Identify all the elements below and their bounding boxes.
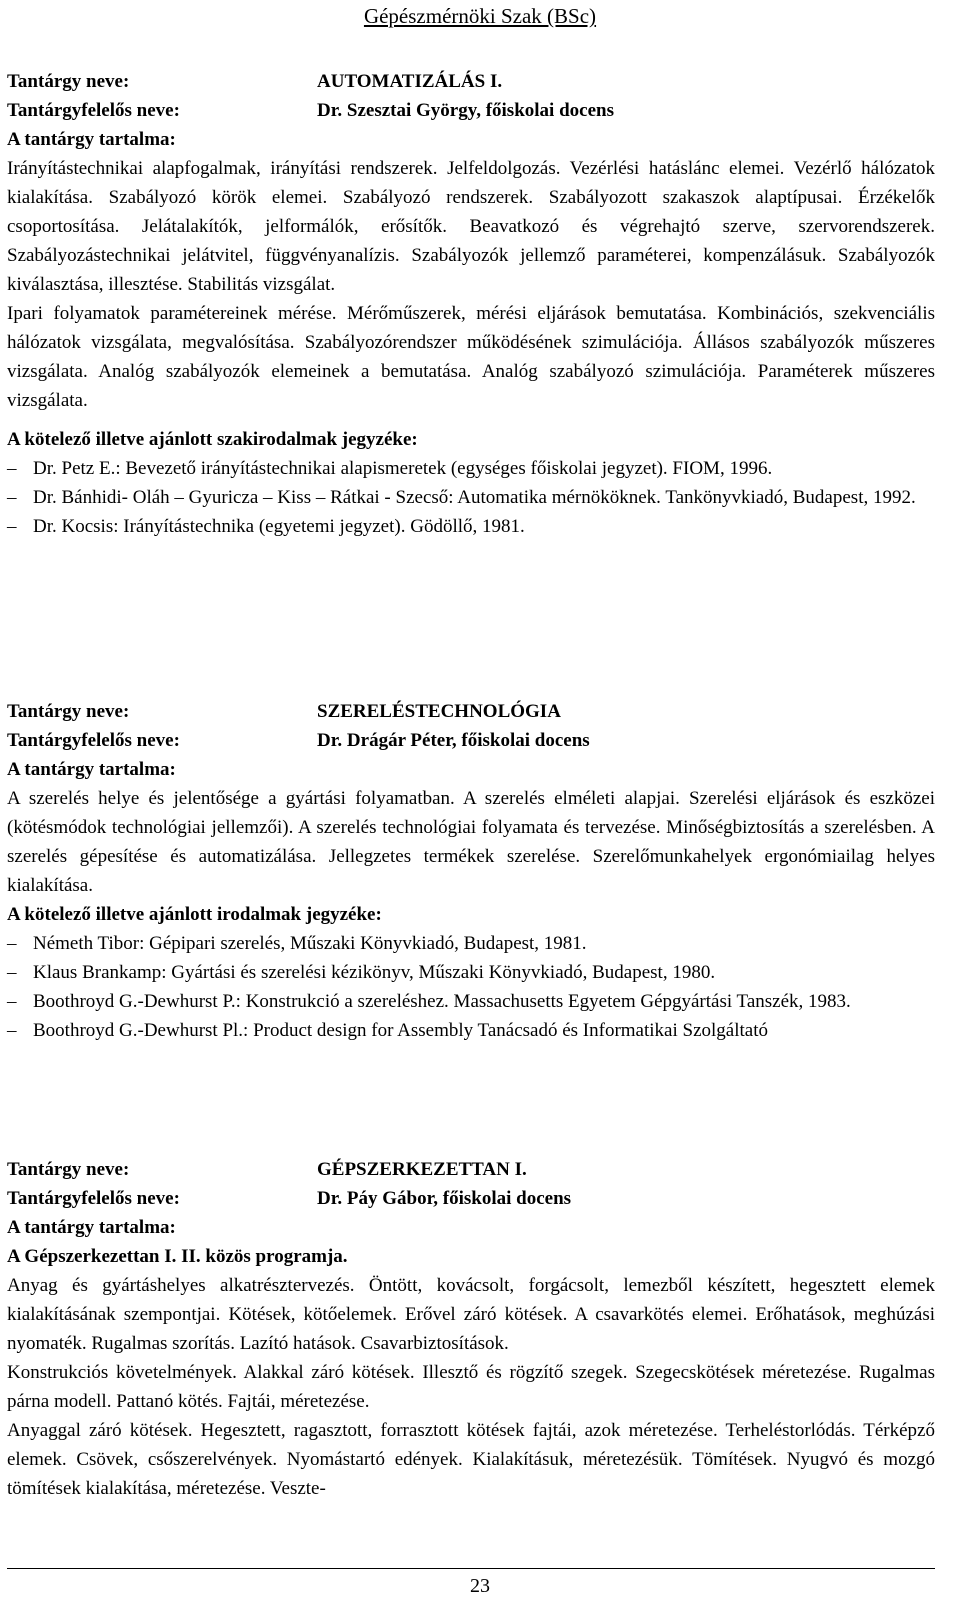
reference-item: – Németh Tibor: Gépipari szerelés, Műszaki Könyvkiadó, Budapest, 1981. bbox=[7, 929, 935, 958]
content-paragraph: Anyag és gyártáshelyes alkatrésztervezés. Öntött, kovácsolt, forgácsolt, lemezből készített, hegesztett elemek kialakításának szempontjai. Kötések, kötőelemek. Erővel záró kötések. A csavarkötés elemei. Erőhatások, meghúzási nyomaték. Rugalmas szorítás. Lazító hatások. Csavarbiztosítások. bbox=[7, 1275, 935, 1354]
responsible-row bbox=[7, 726, 935, 755]
content-paragraph: Anyaggal záró kötések. Hegesztett, ragasztott, forrasztott kötések fajtái, azok méretezése. Terheléstorlódás. Térképző elemek. Csövek, csőszerelvények. Nyomástartó edények. Kialakításuk, méretezésük. Tömítések. Nyugvó és mozgó tömítések kialakítása, méretezése. Veszte- bbox=[7, 1420, 935, 1499]
content-label-row bbox=[7, 125, 935, 154]
reference-item: – Boothroyd G.-Dewhurst P.: Konstrukció a szereléshez. Massachusetts Egyetem Gépgyártási Tanszék, 1983. bbox=[7, 987, 935, 1016]
content-label-row bbox=[7, 755, 935, 784]
responsible-row bbox=[7, 1184, 935, 1213]
footer-rule bbox=[7, 1568, 935, 1569]
responsible-label: Tantárgyfelelős neve: bbox=[7, 1188, 180, 1209]
content-label: A tantárgy tartalma: bbox=[7, 129, 176, 150]
references-heading: A kötelező illetve ajánlott irodalmak jegyzéke: bbox=[7, 904, 382, 925]
responsible-name: Dr. Szesztai György, főiskolai docens bbox=[317, 100, 614, 121]
subject-name-label: Tantárgy neve: bbox=[7, 1159, 130, 1180]
responsible-name: Dr. Drágár Péter, főiskolai docens bbox=[317, 730, 590, 751]
responsible-row bbox=[7, 96, 935, 125]
dash-bullet: – bbox=[7, 962, 17, 983]
subject-gepszerkezettan bbox=[7, 1155, 935, 1503]
subject-name-row bbox=[7, 67, 935, 96]
reference-item: – Klaus Brankamp: Gyártási és szerelési kézikönyv, Műszaki Könyvkiadó, Budapest, 1980. bbox=[7, 958, 935, 987]
reference-item: – Dr. Bánhidi- Oláh – Gyuricza – Kiss – Rátkai - Szecső: Automatika mérnököknek. Tankönyvkiadó, Budapest, 1992. bbox=[7, 483, 935, 512]
content-paragraph: Ipari folyamatok paramétereinek mérése. Mérőműszerek, mérési eljárások bemutatása. Kombinációs, szekvenciális hálózatok vizsgálata, megvalósítása. Szabályozórendszer működésének szimulációja. Állásos szabályozók műszeres vizsgálata. Analóg szabályozók elemeinek a bemutatása. Analóg szabályozó szimulációja. Paraméterek műszeres vizsgálata. bbox=[7, 303, 935, 411]
dash-bullet: – bbox=[7, 991, 17, 1012]
dash-bullet: – bbox=[7, 487, 17, 508]
page-header: Gépészmérnöki Szak (BSc) bbox=[363, 4, 597, 28]
content-paragraph: Irányítástechnikai alapfogalmak, irányítási rendszerek. Jelfeldolgozás. Vezérlési hatáslánc elemei. Vezérlő hálózatok kialakítása. Szabályozó körök elemei. Szabályozó rendszerek. Szabályozott szakaszok alaptípusai. Érzékelők csoportosítása. Jelátalakítók, jelformálók, erősítők. Beavatkozó és végrehajtó szerve, szervorendszerek. Szabályozástechnikai jelátvitel, függvényanalízis. Szabályozók jellemző paraméterei, kompenzálásuk. Szabályozók kiválasztása, illesztése. Stabilitás vizsgálat. bbox=[7, 158, 935, 295]
dash-bullet: – bbox=[7, 1020, 17, 1041]
content-paragraph: Konstrukciós követelmények. Alakkal záró kötések. Illesztő és rögzítő szegek. Szegecskötések méretezése. Rugalmas párna modell. Pattanó kötés. Fajtái, méretezése. bbox=[7, 1362, 935, 1412]
subject-automatizalas bbox=[7, 67, 935, 541]
subject-name-label: Tantárgy neve: bbox=[7, 701, 130, 722]
content-paragraph: A szerelés helye és jelentősége a gyártási folyamatban. A szerelés elméleti alapjai. Szerelési eljárások és eszközei (kötésmódok technológiai jellemzői). A szerelés technológiai folyamata és tervezése. Minőségbiztosítás a szerelésben. A szerelés gépesítése és automatizálása. Jellegzetes termékek szerelése. Szerelőmunkahelyek ergonómiailag helyes kialakítása. bbox=[7, 788, 935, 896]
references-list bbox=[7, 929, 935, 1045]
references-heading: A kötelező illetve ajánlott szakirodalmak jegyzéke: bbox=[7, 429, 418, 450]
dash-bullet: – bbox=[7, 516, 17, 537]
subject-name-row bbox=[7, 697, 935, 726]
responsible-name: Dr. Páy Gábor, főiskolai docens bbox=[317, 1188, 572, 1209]
subject-name: AUTOMATIZÁLÁS I. bbox=[317, 71, 503, 92]
responsible-label: Tantárgyfelelős neve: bbox=[7, 100, 180, 121]
subject-name-label: Tantárgy neve: bbox=[7, 71, 130, 92]
subject-name-row bbox=[7, 1155, 935, 1184]
reference-item: – Dr. Kocsis: Irányítástechnika (egyetemi jegyzet). Gödöllő, 1981. bbox=[7, 512, 935, 541]
responsible-label: Tantárgyfelelős neve: bbox=[7, 730, 180, 751]
content-label-row bbox=[7, 1213, 935, 1242]
dash-bullet: – bbox=[7, 933, 17, 954]
reference-item: – Boothroyd G.-Dewhurst Pl.: Product design for Assembly Tanácsadó és Informatikai Szolgáltató bbox=[7, 1016, 935, 1045]
subject-name: GÉPSZERKEZETTAN I. bbox=[317, 1159, 527, 1180]
program-heading: A Gépszerkezettan I. II. közös programja. bbox=[7, 1246, 348, 1267]
content-label: A tantárgy tartalma: bbox=[7, 759, 176, 780]
subject-szereles bbox=[7, 697, 935, 1045]
reference-item: – Dr. Petz E.: Bevezető irányítástechnikai alapismeretek (egységes főiskolai jegyzet). FIOM, 1996. bbox=[7, 454, 935, 483]
subject-name: SZERELÉSTECHNOLÓGIA bbox=[317, 701, 561, 722]
page-number: 23 bbox=[470, 1575, 490, 1597]
dash-bullet: – bbox=[7, 458, 17, 479]
content-label: A tantárgy tartalma: bbox=[7, 1217, 176, 1238]
references-list bbox=[7, 454, 935, 541]
